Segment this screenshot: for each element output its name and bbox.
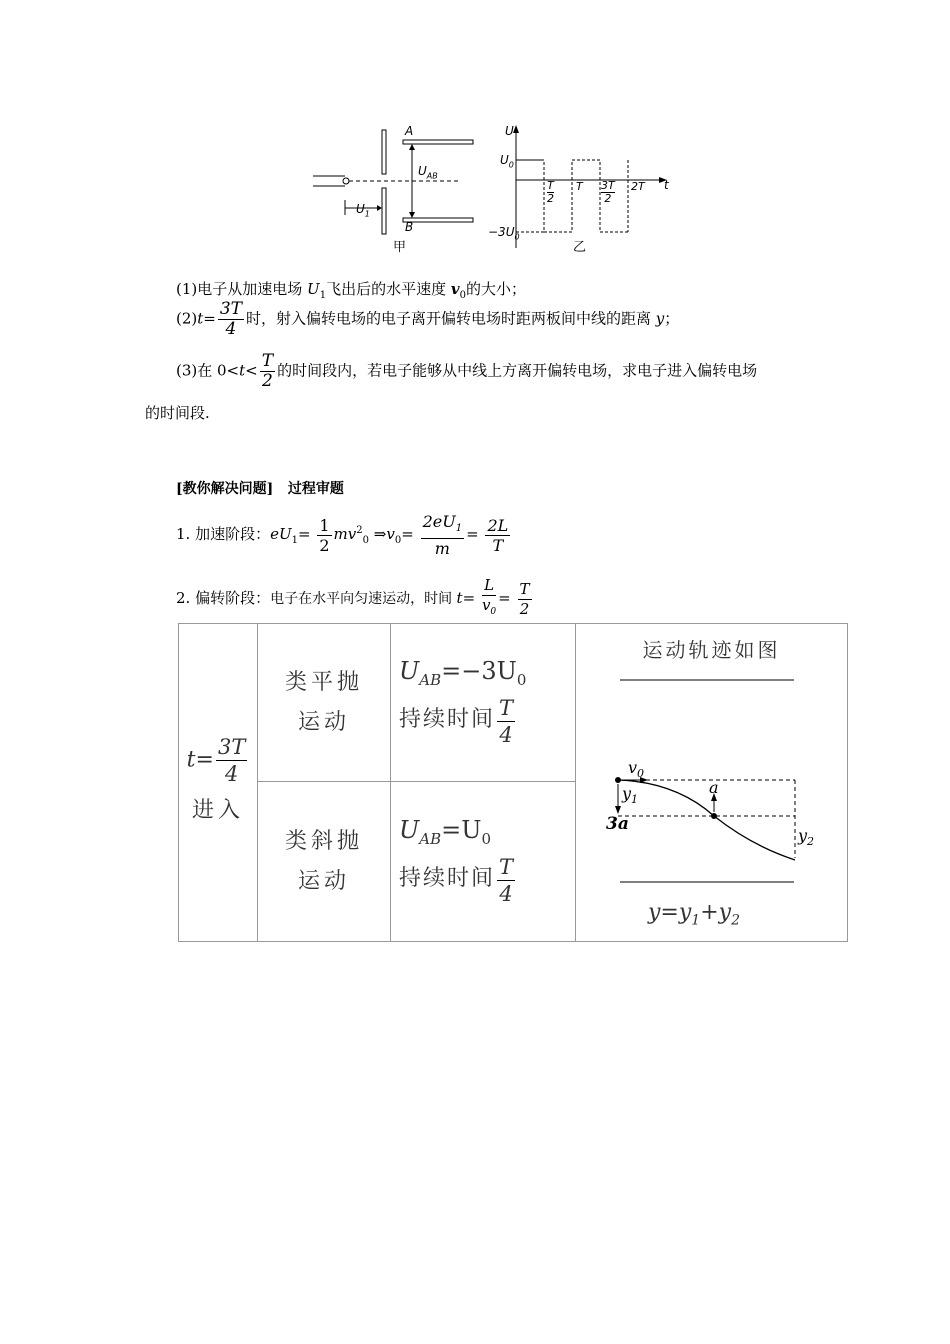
traj-a: a: [709, 778, 719, 797]
question-3-line2: 的时间段.: [145, 404, 210, 422]
step-2: 2. 偏转阶段：电子在水平向匀速运动，时间 t= $\frac{L}{v_0}$ = $\frac{T}{2}$: [176, 576, 530, 618]
traj-3a: 3a: [606, 814, 629, 834]
question-3: (3)在 0<t< $\frac{T}{2}$ 的时间段内，若电子能够从中线上方离开偏转电场，求电子进入偏转电场: [176, 351, 758, 391]
label-u0: $U_0$: [500, 153, 514, 170]
traj-formula: $y=y_1+y_2$: [648, 900, 741, 929]
figure-jia: [305, 120, 480, 255]
cell-row2-type: 类斜抛 运动: [258, 782, 391, 942]
tick-3t-half: 3T 2: [601, 179, 615, 205]
traj-v0: $v_0$: [628, 758, 645, 781]
tick-half-t: T 2: [547, 179, 554, 205]
step-1: 1. 加速阶段：$eU_1=$ $\frac{1}{2}$ $mv^2_0$ $\Rightarrow v_0=$ $\frac{2eU_1}{m}$ = $\frac{2L}{T}$: [176, 512, 509, 559]
label-u1: $U_1$: [356, 202, 370, 219]
cell-row1-detail: $U_{AB}=-3U_0$ 持续时间 $\frac{T}{4}$: [391, 624, 576, 782]
axis-t: t: [664, 178, 669, 192]
cell-trajectory: 运动轨迹如图 $v_0$ $y_1$ 3a a $y_2$ $y=y_1+y_2$: [576, 624, 848, 942]
label-neg3u0: $-3U_0$: [488, 225, 520, 242]
section-title: [教你解决问题] 过程审题: [176, 481, 344, 497]
tick-t: T: [576, 180, 583, 193]
tick-2t: 2T: [631, 180, 645, 193]
question-2: (2)t= $\frac{3T}{4}$ 时，射入偏转电场的电子离开偏转电场时距两板间中线的距离 y；: [176, 299, 680, 339]
traj-y1: $y_1$: [622, 784, 639, 807]
label-B: B: [405, 220, 414, 234]
cell-entry: t= $\frac{3T}{4}$ 进入: [179, 624, 258, 942]
cell-row1-type: 类平抛 运动: [258, 624, 391, 782]
analysis-table: [178, 623, 848, 942]
cell-row2-detail: $U_{AB}=U_0$ 持续时间 $\frac{T}{4}$: [391, 782, 576, 942]
label-A: A: [405, 124, 414, 138]
question-1: (1)电子从加速电场 $U_1$飞出后的水平速度 $v_0$的大小；: [176, 280, 526, 301]
label-uab: $U_{AB}$: [418, 164, 438, 181]
axis-u: U: [505, 124, 514, 138]
caption-yi: 乙: [573, 240, 587, 255]
caption-jia: 甲: [393, 240, 407, 255]
traj-y2: $y_2$: [798, 826, 815, 849]
